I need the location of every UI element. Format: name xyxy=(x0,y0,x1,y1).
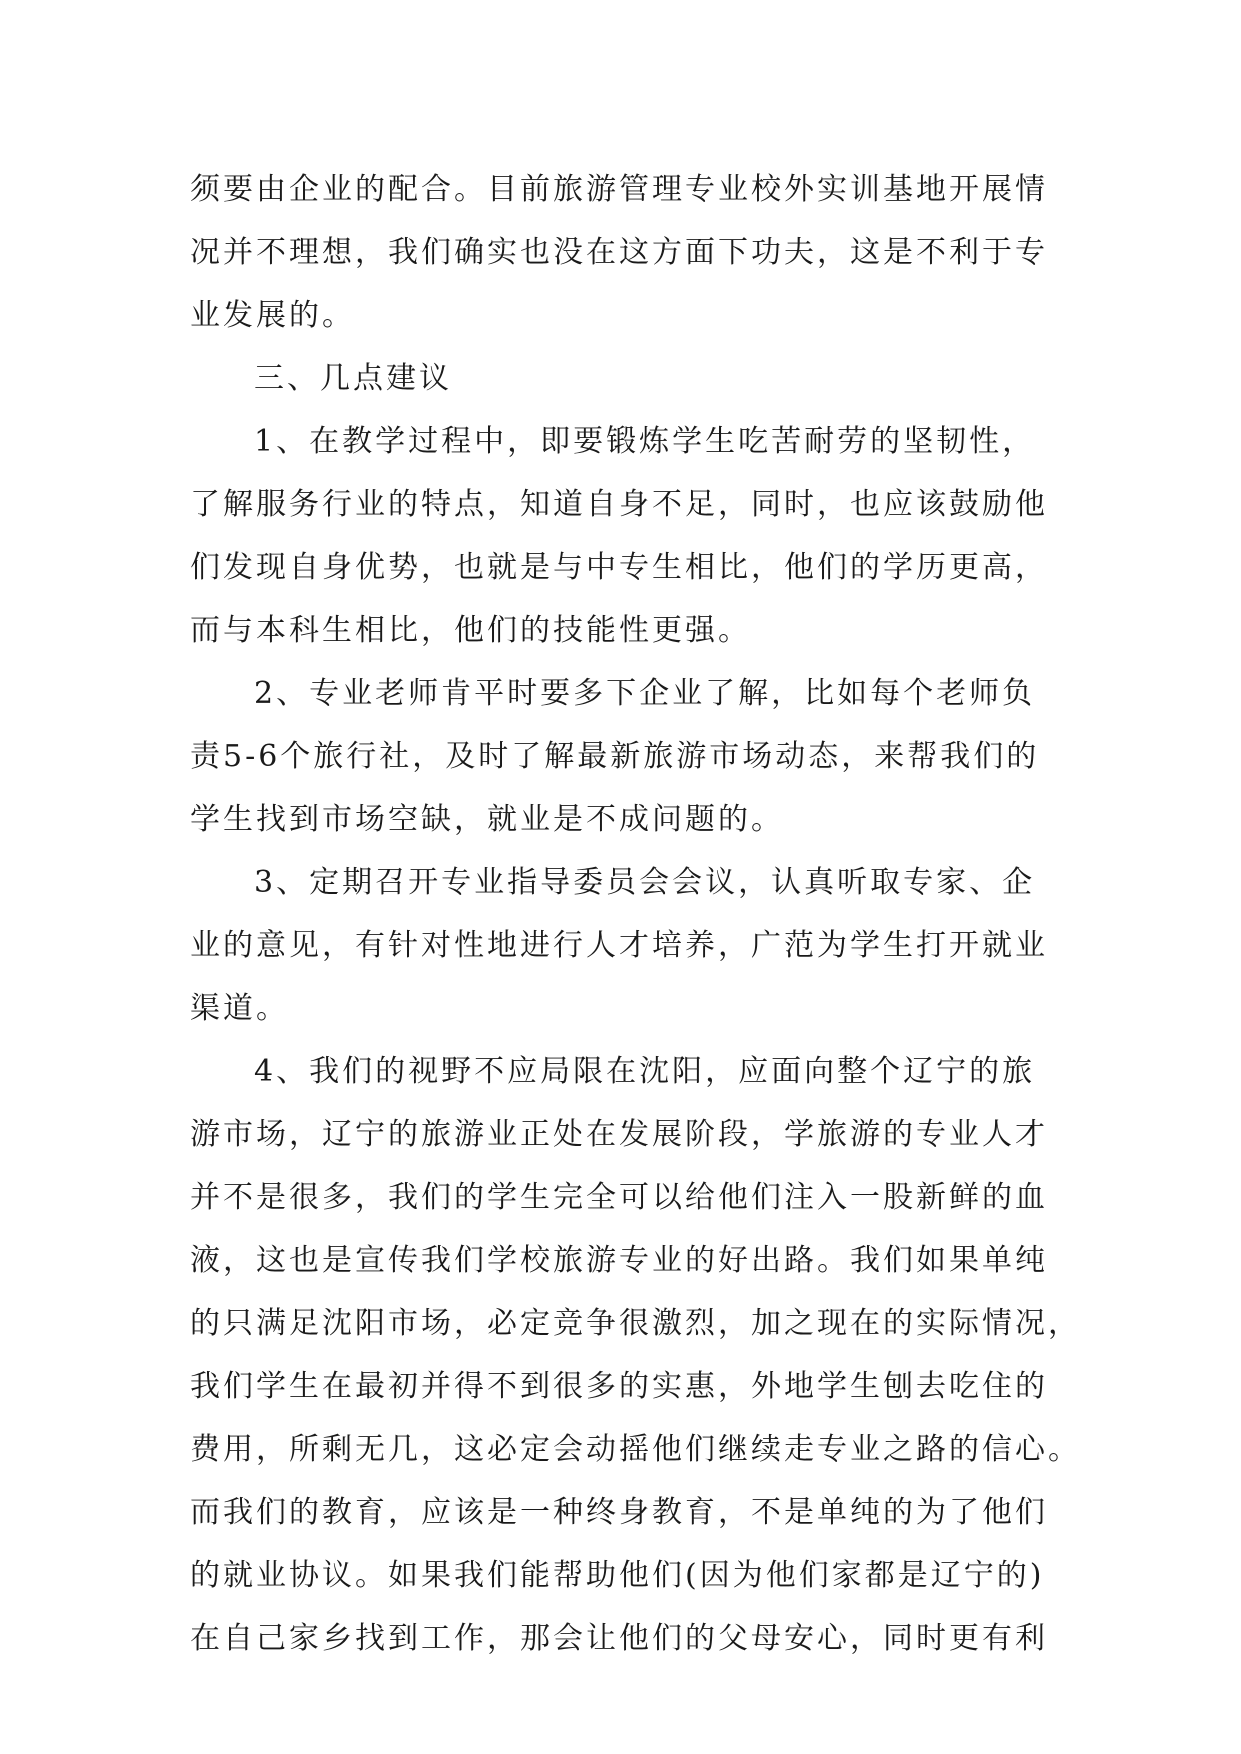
text-line: 1、在教学过程中，即要锻炼学生吃苦耐劳的坚韧性， xyxy=(254,424,1036,459)
text-line: 责5-6个旅行社，及时了解最新旅游市场动态，来帮我们的 xyxy=(190,739,1040,774)
text-line: 4、我们的视野不应局限在沈阳，应面向整个辽宁的旅 xyxy=(254,1054,1036,1089)
text-line: 们发现自身优势，也就是与中专生相比，他们的学历更高， xyxy=(190,550,1048,585)
text-line: 液，这也是宣传我们学校旅游专业的好出路。我们如果单纯 xyxy=(190,1243,1048,1278)
text-line: 而与本科生相比，他们的技能性更强。 xyxy=(190,613,751,648)
document-body xyxy=(190,158,1090,1670)
text-line: 业发展的。 xyxy=(190,298,355,333)
text-line: 游市场，辽宁的旅游业正处在发展阶段，学旅游的专业人才 xyxy=(190,1117,1048,1152)
text-line: 我们学生在最初并得不到很多的实惠，外地学生刨去吃住的 xyxy=(190,1369,1048,1404)
text-line: 须要由企业的配合。目前旅游管理专业校外实训基地开展情 xyxy=(190,172,1048,207)
text-line: 而我们的教育，应该是一种终身教育，不是单纯的为了他们 xyxy=(190,1495,1048,1530)
text-line: 业的意见，有针对性地进行人才培养，广范为学生打开就业 xyxy=(190,928,1048,963)
text-line: 费用，所剩无几，这必定会动摇他们继续走专业之路的信心。 xyxy=(190,1432,1081,1467)
text-line: 并不是很多，我们的学生完全可以给他们注入一股新鲜的血 xyxy=(190,1180,1048,1215)
text-line: 2、专业老师肯平时要多下企业了解，比如每个老师负 xyxy=(254,676,1036,711)
text-line: 三、几点建议 xyxy=(254,361,452,396)
text-line: 况并不理想，我们确实也没在这方面下功夫，这是不利于专 xyxy=(190,235,1048,270)
text-line: 学生找到市场空缺，就业是不成问题的。 xyxy=(190,802,784,837)
text-line: 的就业协议。如果我们能帮助他们(因为他们家都是辽宁的) xyxy=(190,1558,1045,1593)
text-line: 渠道。 xyxy=(190,991,289,1026)
text-line: 3、定期召开专业指导委员会会议，认真听取专家、企 xyxy=(254,865,1036,900)
text-line: 在自己家乡找到工作，那会让他们的父母安心，同时更有利 xyxy=(190,1621,1048,1656)
text-line: 了解服务行业的特点，知道自身不足，同时，也应该鼓励他 xyxy=(190,487,1048,522)
text-line: 的只满足沈阳市场，必定竞争很激烈，加之现在的实际情况， xyxy=(190,1306,1081,1341)
